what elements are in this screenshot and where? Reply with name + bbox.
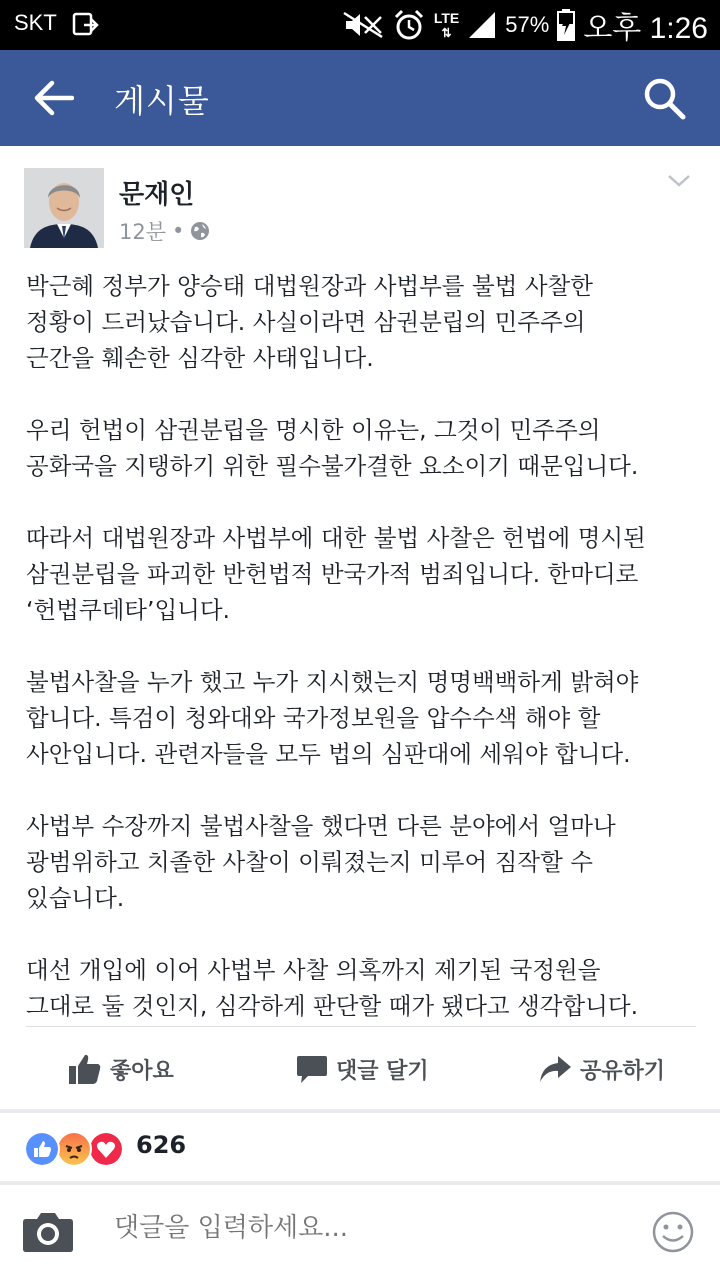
angry-icon bbox=[56, 1131, 92, 1167]
globe-icon bbox=[190, 221, 210, 241]
chevron-down-icon[interactable] bbox=[666, 170, 692, 190]
comment-bar bbox=[0, 1185, 720, 1280]
post-paragraph: 박근혜 정부가 양승태 대법원장과 사법부를 불법 사찰한 정황이 드러났습니다. 사실이라면 삼권분립의 민주주의 근간을 훼손한 심각한 사태입니다. bbox=[26, 272, 593, 372]
comment-button[interactable] bbox=[296, 1049, 429, 1089]
network-label: LTE ⇅ bbox=[433, 9, 460, 40]
share-arrow-icon bbox=[538, 1054, 572, 1084]
alarm-icon bbox=[392, 8, 426, 42]
comment-label: 댓글 달기 bbox=[336, 1058, 429, 1084]
page-title: 게시물 bbox=[114, 82, 210, 120]
back-arrow-icon[interactable] bbox=[34, 80, 74, 116]
clock: 오후 1:26 bbox=[583, 12, 708, 45]
meta-separator: • bbox=[172, 219, 185, 243]
love-icon bbox=[88, 1131, 124, 1167]
status-bar bbox=[0, 0, 720, 50]
like-icon bbox=[24, 1131, 60, 1167]
post-actions bbox=[0, 1027, 720, 1109]
post-meta bbox=[119, 216, 210, 246]
emoji-icon[interactable] bbox=[652, 1211, 694, 1253]
post-card bbox=[0, 146, 720, 1109]
profile-photo bbox=[24, 168, 104, 248]
screen-share-icon bbox=[72, 11, 100, 37]
share-button[interactable] bbox=[538, 1049, 665, 1089]
share-label: 공유하기 bbox=[580, 1058, 666, 1084]
comment-icon bbox=[296, 1053, 328, 1085]
battery-charging-icon bbox=[557, 9, 575, 41]
mute-icon bbox=[342, 11, 384, 39]
author-name[interactable]: 문재인 bbox=[119, 180, 195, 210]
post-time[interactable]: 12분 bbox=[119, 220, 167, 244]
reactions-summary[interactable] bbox=[0, 1113, 720, 1181]
post-body bbox=[26, 268, 706, 1060]
post-paragraph: 대선 개입에 이어 사법부 사찰 의혹까지 제기된 국정원을 그대로 둘 것인지, 심각하게 판단할 때가 됐다고 생각합니다. bbox=[26, 956, 639, 1020]
signal-icon bbox=[467, 10, 497, 40]
carrier-label: SKT bbox=[14, 10, 57, 35]
reaction-count: 626 bbox=[136, 1131, 187, 1159]
camera-icon[interactable] bbox=[22, 1211, 74, 1253]
search-icon[interactable] bbox=[642, 76, 686, 120]
battery-percent: 57% bbox=[505, 12, 550, 37]
avatar[interactable] bbox=[24, 168, 104, 248]
thumbs-up-icon bbox=[68, 1052, 102, 1086]
like-button[interactable] bbox=[68, 1049, 174, 1089]
comment-input[interactable] bbox=[114, 1213, 634, 1243]
post-paragraph: 우리 헌법이 삼권분립을 명시한 이유는, 그것이 민주주의 공화국을 지탱하기 위한 필수불가결한 요소이기 때문입니다. bbox=[26, 416, 639, 480]
post-paragraph: 사법부 수장까지 불법사찰을 했다면 다른 분야에서 얼마나 광범위하고 치졸한 사찰이 이뤄졌는지 미루어 짐작할 수 있습니다. bbox=[26, 812, 616, 912]
app-bar bbox=[0, 50, 720, 146]
post-paragraph: 따라서 대법원장과 사법부에 대한 불법 사찰은 헌법에 명시된 삼권분립을 파괴한 반헌법적 반국가적 범죄입니다. 한마디로 ‘헌법쿠데타’입니다. bbox=[26, 524, 646, 624]
like-label: 좋아요 bbox=[110, 1058, 174, 1084]
post-paragraph: 불법사찰을 누가 했고 누가 지시했는지 명명백백하게 밝혀야 합니다. 특검이 청와대와 국가정보원을 압수수색 해야 할 사안입니다. 관련자들을 모두 법의 심판대에 세워야 합니다. bbox=[26, 668, 639, 768]
